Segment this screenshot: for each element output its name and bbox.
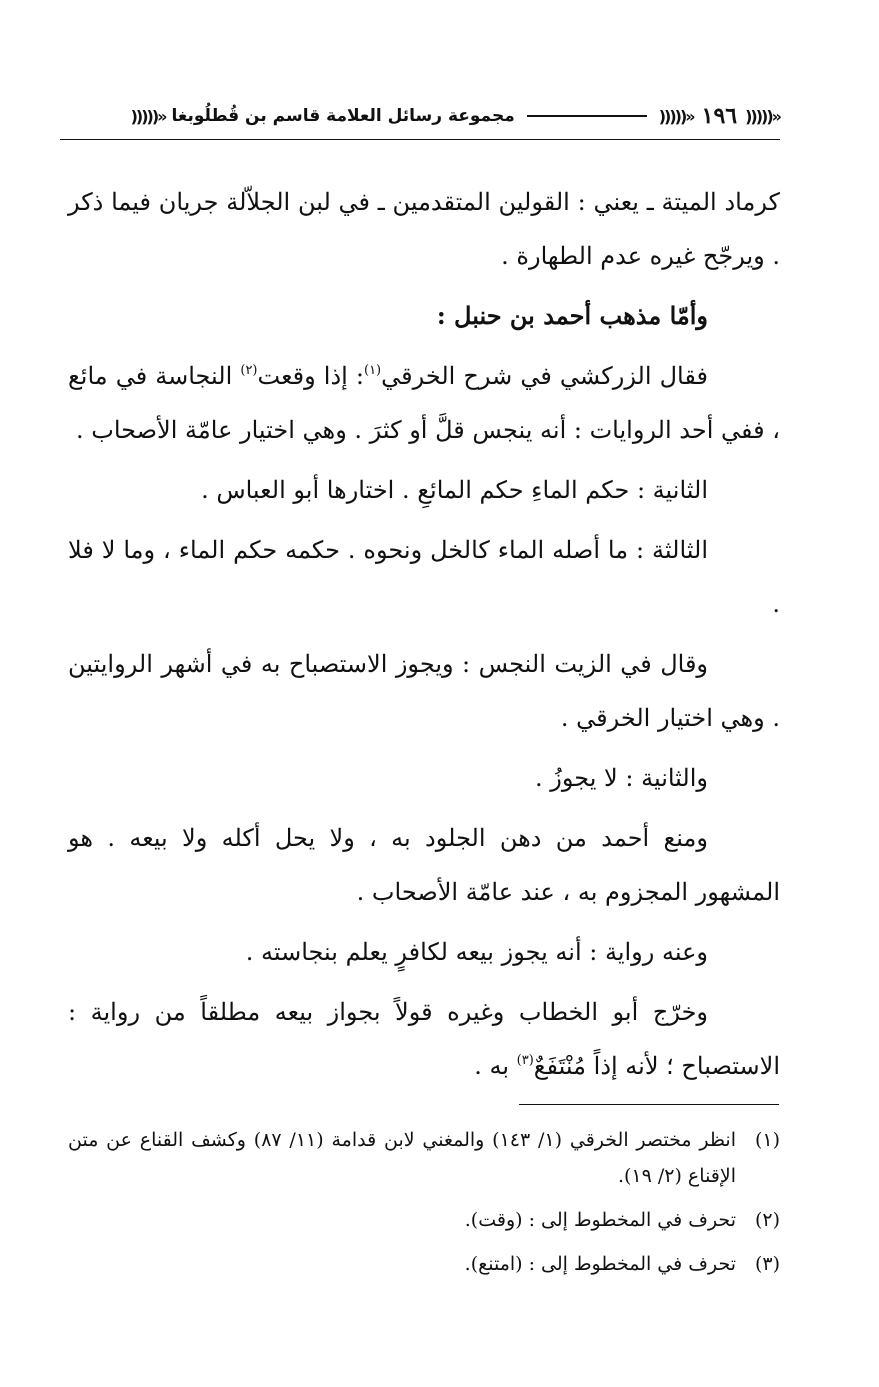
section-heading: وأمّا مذهب أحمد بن حنبل : [436, 301, 708, 330]
footnote-number: (٢) [754, 1209, 780, 1231]
header-underline [60, 139, 780, 140]
header-ornament-left: «((((( [130, 106, 166, 126]
footnote-number: (١) [754, 1129, 780, 1151]
paragraph [68, 985, 780, 1093]
footnote-text: انظر مختصر الخرقي (١/ ١٤٣) والمغني لابن قدامة (١١/ ٨٧) وكشف القناع عن متن الإقناع (٢/ ١٩). [68, 1129, 736, 1187]
paragraph: ومنع أحمد من دهن الجلود به ، ولا يحل أكله ولا بيعه . هو المشهور المجزوم به ، عند عامّة الأصحاب . [68, 824, 780, 906]
footnote [68, 1202, 780, 1238]
footnotes [68, 1122, 780, 1290]
paragraph-part: : إذا وقعت [257, 362, 364, 390]
paragraph: الثانية : حكم الماءِ حكم المائعِ . اختارها أبو العباس . [201, 476, 708, 504]
paragraph: وقال في الزيت النجس : ويجوز الاستصباح به في أشهر الروايتين . وهي اختيار الخرقي . [68, 650, 780, 732]
footnote [68, 1246, 780, 1282]
page-number: ١٩٦ [701, 103, 738, 129]
footnote-ref[interactable]: (١) [363, 363, 382, 378]
footnote-ref[interactable]: (٣) [516, 1053, 534, 1068]
paragraph: كرماد الميتة ـ يعني : القولين المتقدمين ـ في لبن الجلاّلة جريان فيما ذكر . ويرجّح غيره عدم الطهارة . [68, 188, 780, 270]
header-rule [527, 115, 647, 117]
footnote-text: تحرف في المخطوط إلى : (وقت). [464, 1209, 736, 1231]
paragraph: الثالثة : ما أصله الماء كالخل ونحوه . حكمه حكم الماء ، وما لا فلا . [68, 536, 780, 618]
paragraph: والثانية : لا يجوزُ . [535, 764, 708, 792]
footnote-number: (٣) [754, 1253, 780, 1275]
footnote [68, 1122, 780, 1194]
footnote-separator [519, 1104, 779, 1105]
header-ornament-right: «((((( [745, 106, 780, 126]
footnote-text: تحرف في المخطوط إلى : (امتنع). [464, 1253, 736, 1275]
header-ornament-middle: «((((( [658, 106, 694, 126]
paragraph-part: به . [474, 1052, 517, 1080]
paragraph-part: وخرّج أبو الخطاب وغيره قولاً بجواز بيعه مطلقاً من رواية : الاستصباح ؛ لأنه إذاً مُنْتَفَعٌ [68, 998, 780, 1080]
running-header [60, 96, 780, 136]
paragraph-part: فقال الزركشي في شرح الخرقي [381, 362, 708, 390]
paragraph-part: النجاسة في مائع ، ففي أحد الروايات : أنه ينجس قلَّ أو كثرَ . وهي اختيار عامّة الأصحاب . [68, 362, 780, 444]
footnote-ref[interactable]: (٢) [240, 363, 258, 378]
paragraph [68, 349, 780, 457]
book-title: مجموعة رسائل العلامة قاسم بن قُطلُوبغا [171, 106, 515, 126]
paragraph: وعنه رواية : أنه يجوز بيعه لكافرٍ يعلم بنجاسته . [245, 938, 708, 966]
main-text [68, 175, 780, 1099]
